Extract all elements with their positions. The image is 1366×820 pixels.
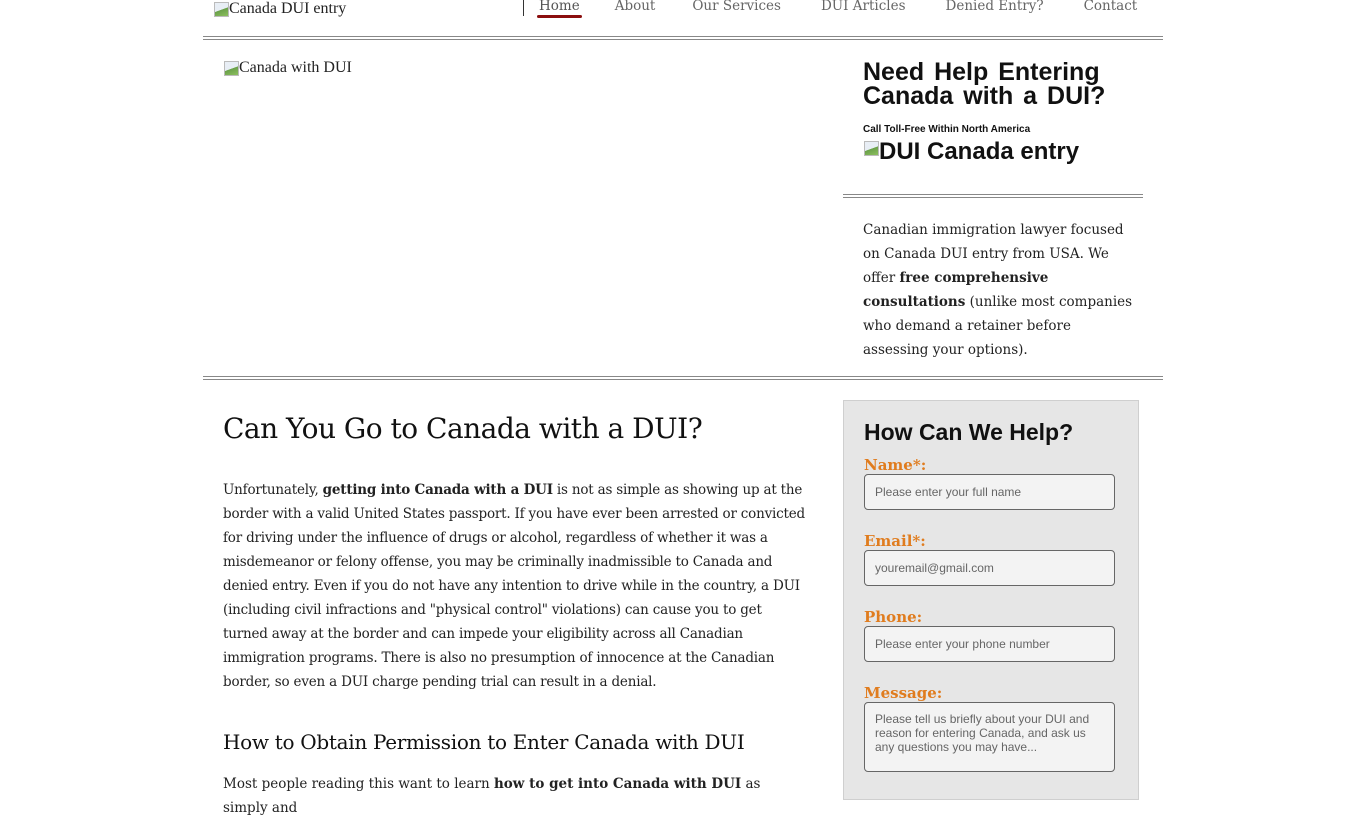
sidebar-divider [843, 194, 1143, 198]
intro-paragraph [223, 478, 808, 694]
hero-image [223, 59, 352, 77]
nav-denied-entry[interactable]: Denied Entry? [945, 0, 1044, 14]
main-article [223, 412, 808, 820]
sidebar-contact [863, 60, 1133, 165]
nav-home[interactable]: Home [539, 0, 580, 18]
section-paragraph [223, 772, 808, 820]
logo-alt-text: Canada DUI entry [229, 0, 347, 17]
bold-text: how to get into Canada with DUI [493, 776, 742, 792]
message-textarea[interactable] [864, 702, 1115, 772]
hero-image-alt: Canada with DUI [239, 59, 352, 76]
section-divider [203, 376, 1163, 380]
sidebar-title: Need Help Entering Canada with a DUI? [863, 58, 1106, 110]
section-heading: How to Obtain Permission to Enter Canada with DUI [223, 730, 745, 754]
contact-form [843, 400, 1139, 800]
main-nav [539, 0, 1137, 18]
text: Most people reading this want to learn [223, 776, 494, 792]
broken-image-icon [863, 140, 879, 156]
email-input[interactable] [864, 550, 1115, 586]
broken-image-icon [213, 1, 229, 17]
nav-contact[interactable]: Contact [1083, 0, 1138, 14]
desc-bold: free comprehensive consultations [863, 270, 1049, 310]
message-label: Message: [864, 684, 943, 702]
phone-input[interactable] [864, 626, 1115, 662]
text: is not as simple as showing up at the border with a valid United States passport. If you have ever been arrested or convicted for driving under the influence of drugs or alcohol, regardless of whether it was a misdemeanor or felony offense, you may be criminally inadmissible to Canada and denied entry. Even if you do not have any intention to drive while in the country, a DUI (including civil infractions and "physical control" violations) can cause you to get turned away at the border and can impede your eligibility across all Canadian immigration programs. There is also no presumption of innocence at the Canadian border, so even a DUI charge pending trial can result in a denial. [223, 482, 805, 690]
form-title: How Can We Help? [864, 419, 1074, 445]
phone-number-image[interactable] [863, 139, 1133, 165]
desc-text: Canadian immigration lawyer focused on Canada DUI entry from USA. We offer [863, 222, 1124, 286]
text: Unfortunately, [223, 482, 323, 498]
site-header [203, 0, 1163, 40]
bold-text: getting into Canada with a DUI [322, 482, 553, 498]
nav-about[interactable]: About [614, 0, 656, 14]
nav-divider [523, 0, 524, 16]
desc-text-2: (unlike most companies who demand a retainer before assessing your options). [863, 294, 1133, 358]
broken-image-icon [223, 60, 239, 76]
call-toll-free-text: Call Toll-Free Within North America [863, 124, 1031, 135]
logo-link[interactable] [213, 0, 346, 18]
name-label: Name*: [864, 456, 927, 474]
page-wrapper [203, 0, 1163, 816]
text: as simply and [223, 776, 761, 816]
sidebar-description [863, 218, 1133, 362]
nav-dui-articles[interactable]: DUI Articles [820, 0, 906, 14]
page-title: Can You Go to Canada with a DUI? [223, 412, 703, 445]
phone-image-alt: DUI Canada entry [879, 138, 1080, 165]
phone-label: Phone: [864, 608, 923, 626]
nav-our-services[interactable]: Our Services [692, 0, 781, 14]
name-input[interactable] [864, 474, 1115, 510]
email-label: Email*: [864, 532, 926, 550]
header-divider [203, 36, 1163, 40]
